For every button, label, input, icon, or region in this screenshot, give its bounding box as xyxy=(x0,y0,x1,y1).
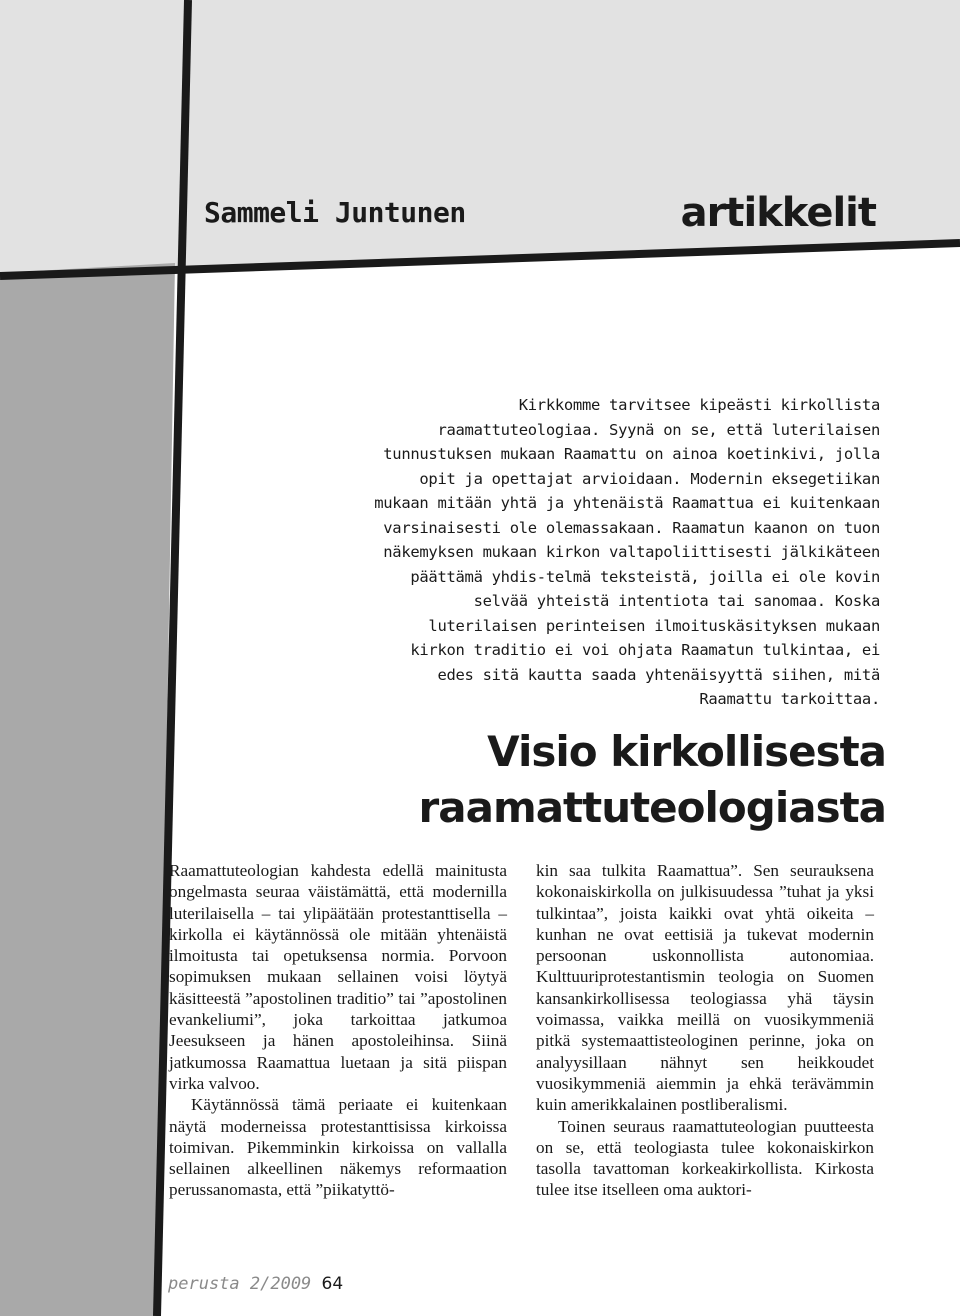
page-footer xyxy=(168,1274,343,1294)
body-paragraph: Käytännössä tämä periaate ei kuitenkaan näytä moderneissa protestanttisissa kirkoissa toimivan. Pikemminkin kirkoissa on vallalla sellainen alkeellinen näkemys reformaation perussanomasta, että ”piikatyttö- xyxy=(169,1095,507,1200)
magazine-issue: perusta 2/2009 xyxy=(168,1274,312,1294)
section-title: artikkelit xyxy=(680,190,876,236)
body-paragraph: Raamattuteologian kahdesta edellä mainitusta ongelmasta seuraa väistämättä, että modernilla luterilaisella – tai ylipäätään protestanttisella – kirkolla ei käytännössä ole mitään yhtenäistä ilmoitusta tai opetuksensa normia. Porvoon sopimuksen mukaan sellainen voisi löytyä käsitteestä ”apostolinen traditio” tai ”apostolinen evankeliumi”, joka tarkoittaa jatkumoa Jeesukseen ja hänen apostoleihinsa. Siinä jatkumossa Raamattua luetaan ja sitä piispan virka valvoo. xyxy=(169,861,507,1093)
body-paragraph: kin saa tulkita Raamattua”. Sen seurauksena kokonaiskirkolla on julkisuudessa ”tuhat ja yksi tulkintaa”, joista kaikki ovat yhtä oikeita – kunhan ne ovat eettisiä ja tukevat modernin persoonan uskonnollista autonomiaa. Kulttuuriprotestantismin teologia on Suomen kansankirkollisessa teologiassa yhä täysin voimassa, vaikka meillä on vuosikymmeniä pitkä systemaattisteologinen perinne, joka on analyysillaan nähnyt sen heikkoudet vuosikymmeniä aiemmin ja ehkä terävämmin kuin amerikkalainen postliberalismi. xyxy=(536,861,874,1115)
author-name: Sammeli Juntunen xyxy=(204,196,466,229)
left-panel xyxy=(0,263,175,1316)
headline-line-2: raamattuteologiasta xyxy=(418,783,886,832)
page-number: 64 xyxy=(321,1274,344,1294)
article-headline xyxy=(366,724,886,836)
body-column-left xyxy=(169,860,507,1201)
headline-line-1: Visio kirkollisesta xyxy=(487,727,886,776)
body-column-right xyxy=(536,860,874,1201)
body-paragraph: Toinen seuraus raamattuteologian puutteesta on se, että teologiasta tulee kokonaiskirkon tasolla tavattoman korkeakirkollista. Kirkosta tulee itse itselleen oma auktori- xyxy=(536,1116,874,1200)
lead-paragraph: Kirkkomme tarvitsee kipeästi kirkollista raamattuteologiaa. Syynä on se, että luterilaisen tunnustuksen mukaan Raamattu on ainoa koetinkivi, jolla opit ja opettajat arvioidaan. Modernin eksegetiikan mukaan mitään yhtä ja yhtenäistä Raamattua ei kuitenkaan varsinaisesti ole olemassakaan. Raamatun kaanon on tuon näkemyksen mukaan kirkon valtapoliittisesti jälkikäteen päättämä yhdis-telmä teksteistä, joilla ei ole kovin selvää yhteistä intentiota tai sanomaa. Koska luterilaisen perinteisen ilmoituskäsityksen mukaan kirkon traditio ei voi ohjata Raamatun tulkintaa, ei edes sitä kautta saada yhtenäisyyttä siihen, mitä Raamattu tarkoittaa. xyxy=(374,396,880,708)
